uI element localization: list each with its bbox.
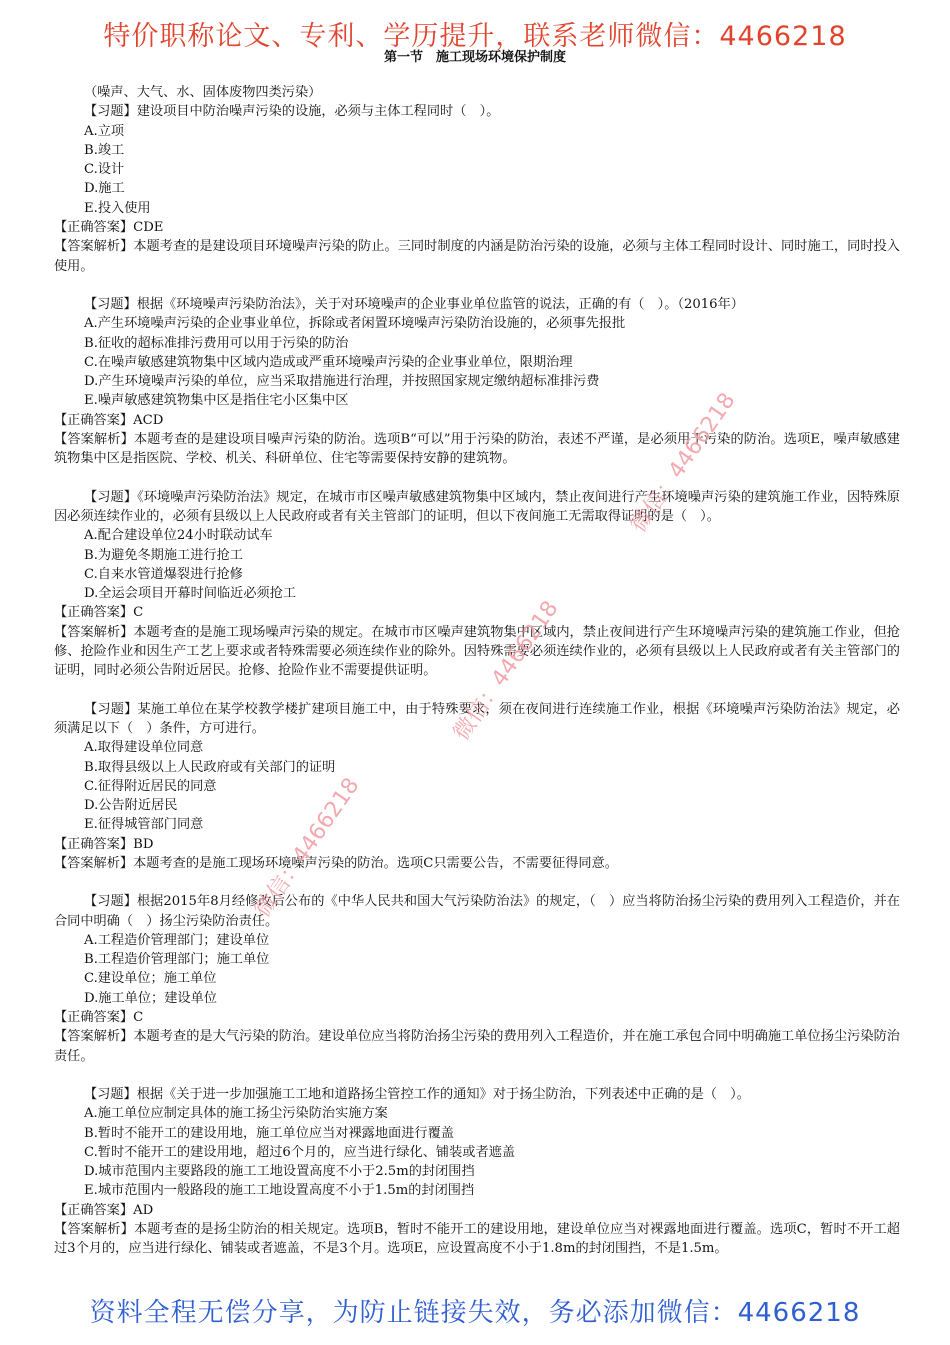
q4-option: C.征得附近居民的同意 [84,778,217,794]
q1-analysis: 【答案解析】本题考查的是建设项目环境噪声污染的防止。三同时制度的内涵是防治污染的设施，必须与主体工程同时设计、同时施工，同时投入使用。 [54,239,900,274]
q5-option: B.工程造价管理部门；施工单位 [84,952,270,968]
q6-option: B.暂时不能开工的建设用地，施工单位应当对裸露地面进行覆盖 [84,1125,454,1141]
q2-option: C.在噪声敏感建筑物集中区域内造成或严重环境噪声污染的企业事业单位，限期治理 [84,354,573,370]
q6-option: D.城市范围内主要路段的施工工地设置高度不小于2.5m的封闭围挡 [84,1164,475,1180]
q6-analysis: 【答案解析】本题考查的是扬尘防治的相关规定。选项B，暂时不能开工的建设用地，建设单位应当对裸露地面进行覆盖。选项C，暂时不开工超过3个月的，应当进行绿化、铺装或者遮盖，不是3个月。选项E，应设置高度不小于1.8m的封闭围挡，不是1.5m。 [54,1222,900,1257]
watermark: 微信：4466218 [250,773,365,923]
top-promo-banner: 特价职称论文、专利、学历提升，联系老师微信：4466218 [103,21,847,52]
q1-option: A.立项 [84,123,125,139]
watermark: 微信：4466218 [626,388,741,538]
q1-option: B.竣工 [84,142,125,158]
q4-option: B.取得县级以上人民政府或有关部门的证明 [84,759,336,775]
question-5: 【习题】根据2015年8月经修改后公布的《中华人民共和国大气污染防治法》的规定，（ ）应当将防治扬尘污染的费用列入工程造价，并在合同中明确（ ）扬尘污染防治责任。 [54,894,900,929]
question-2: 【习题】根据《环境噪声污染防治法》，关于对环境噪声的企业事业单位监管的说法，正确的有（ ）。（2016年） [84,296,744,312]
q4-answer: 【正确答案】BD [54,836,154,852]
q4-option: A.取得建设单位同意 [84,740,204,756]
section-title: 第一节 施工现场环境保护制度 [383,50,566,65]
question-6: 【习题】根据《关于进一步加强施工工地和道路扬尘管控工作的通知》对于扬尘防治，下列表述中正确的是（ ）。 [84,1086,750,1102]
q3-analysis: 【答案解析】本题考查的是施工现场噪声污染的规定。在城市市区噪声建筑物集中区域内，禁止夜间进行产生环境噪声污染的建筑施工作业，但抢修、抢险作业和因生产工艺上要求或者特殊需要必须连续作业的除外。因特殊需要必须连续作业的，必须有县级以上人民政府或者有关主管部门的证明，同时必须公告附近居民。抢修、抢险作业不需要提供证明。 [54,624,900,679]
q5-answer: 【正确答案】C [54,1010,144,1026]
q5-option: A.工程造价管理部门；建设单位 [84,932,270,948]
q1-option: E.投入使用 [84,200,151,216]
q1-option: D.施工 [84,181,125,197]
q6-option: E.城市范围内一般路段的施工工地设置高度不小于1.5m的封闭围挡 [84,1183,475,1199]
q5-option: C.建设单位；施工单位 [84,971,217,987]
q3-option: C.自来水管道爆裂进行抢修 [84,566,243,582]
watermark: 微信：4466218 [449,596,564,746]
q2-option: D.产生环境噪声污染的单位，应当采取措施进行治理，并按照国家规定缴纳超标准排污费 [84,374,600,390]
q3-option: B.为避免冬期施工进行抢工 [84,547,243,563]
q4-analysis: 【答案解析】本题考查的是施工现场环境噪声污染的防治。选项C只需要公告，不需要征得同意。 [54,855,618,871]
q3-option: A.配合建设单位24小时联动试车 [84,528,273,544]
question-1: 【习题】建设项目中防治噪声污染的设施，必须与主体工程同时（ ）。 [84,104,500,120]
intro-note: （噪声、大气、水、固体废物四类污染） [84,85,322,100]
q2-option: A.产生环境噪声污染的企业事业单位，拆除或者闲置环境噪声污染防治设施的，必须事先报批 [84,316,626,332]
document-body [54,83,900,1259]
q6-option: A.施工单位应制定具体的施工扬尘污染防治实施方案 [84,1106,388,1122]
q1-option: C.设计 [84,162,125,178]
bottom-promo-banner: 资料全程无偿分享，为防止链接失效，务必添加微信：4466218 [89,1298,861,1328]
q4-option: D.公告附近居民 [84,798,178,814]
q1-answer: 【正确答案】CDE [54,220,164,236]
question-3: 【习题】《环境噪声污染防治法》规定，在城市市区噪声敏感建筑物集中区域内，禁止夜间进行产生环境噪声污染的建筑施工作业，因特殊原因必须连续作业的，必须有县级以上人民政府或者有关主管部门的证明，但以下夜间施工无需取得证明的是（ ）。 [54,489,900,524]
q3-option: D.全运会项目开幕时间临近必须抢工 [84,586,297,602]
q6-answer: 【正确答案】AD [54,1202,154,1218]
q6-option: C.暂时不能开工的建设用地，超过6个月的，应当进行绿化、铺装或者遮盖 [84,1144,516,1160]
q5-option: D.施工单位；建设单位 [84,990,217,1006]
q4-option: E.征得城管部门同意 [84,817,204,833]
q3-answer: 【正确答案】C [54,605,144,621]
q5-analysis: 【答案解析】本题考查的是大气污染的防治。建设单位应当将防治扬尘污染的费用列入工程造价，并在施工承包合同中明确施工单位扬尘污染防治责任。 [54,1029,900,1064]
question-4: 【习题】某施工单位在某学校教学楼扩建项目施工中，由于特殊要求，须在夜间进行连续施工作业，根据《环境噪声污染防治法》规定，必须满足以下（ ）条件，方可进行。 [54,701,900,736]
q2-option: B.征收的超标准排污费用可以用于污染的防治 [84,335,349,351]
q2-answer: 【正确答案】ACD [54,412,164,428]
q2-option: E.噪声敏感建筑物集中区是指住宅小区集中区 [84,393,349,409]
q2-analysis: 【答案解析】本题考查的是建设项目噪声污染的防治。选项B“可以”用于污染的防治，表述不严谨，是必须用于污染的防治。选项E，噪声敏感建筑物集中区是指医院、学校、机关、科研单位、住宅等需要保持安静的建筑物。 [54,432,900,467]
